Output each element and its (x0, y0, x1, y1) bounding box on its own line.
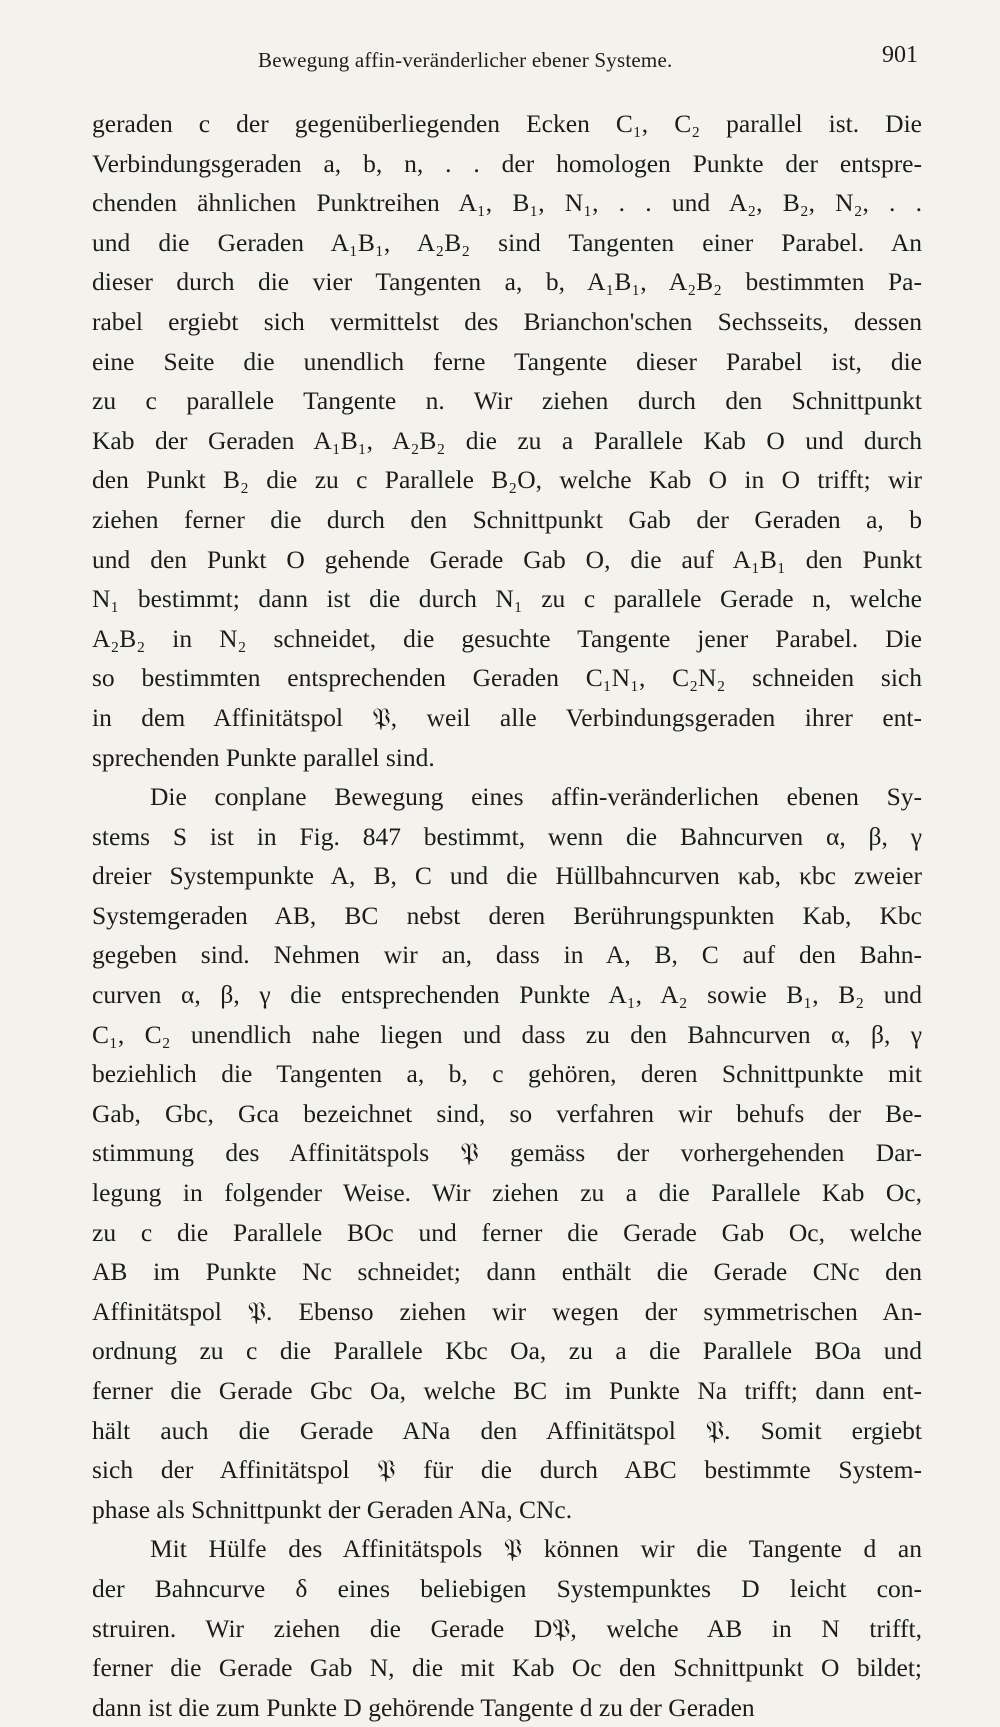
text-line: zu c parallele Tangente n. Wir ziehen durch den Schnittpunkt (92, 386, 922, 416)
text-line: Mit Hülfe des Affinitätspols 𝔓 können wir die Tangente d an (150, 1534, 922, 1564)
text-line: A₂B₂ in N₂ schneidet, die gesuchte Tangente jener Parabel. Die (92, 623, 922, 653)
text-line: zu c die Parallele BOc und ferner die Gerade Gab Oc, welche (92, 1217, 922, 1247)
text-line: ferner die Gerade Gab N, die mit Kab Oc den Schnittpunkt O bildet; (92, 1653, 922, 1683)
text-line: Verbindungsgeraden a, b, n, . . der homologen Punkte der entspre- (92, 148, 922, 178)
running-title: Bewegung affin-veränderlicher ebener Systeme. (258, 48, 673, 72)
page-header (90, 38, 920, 78)
text-line: und den Punkt O gehende Gerade Gab O, die auf A₁B₁ den Punkt (92, 544, 922, 574)
text-line: stimmung des Affinitätspols 𝔓 gemäss der vorhergehenden Dar- (92, 1138, 922, 1168)
text-line: dreier Systempunkte A, B, C und die Hüllbahncurven κab, κbc zweier (92, 861, 922, 891)
text-line: Gab, Gbc, Gca bezeichnet sind, so verfahren wir behufs der Be- (92, 1098, 922, 1128)
text-line: eine Seite die unendlich ferne Tangente dieser Parabel ist, die (92, 346, 922, 376)
text-line: dieser durch die vier Tangenten a, b, A₁B₁, A₂B₂ bestimmten Pa- (92, 267, 922, 297)
text-line: chenden ähnlichen Punktreihen A₁, B₁, N₁, . . und A₂, B₂, N₂, . . (92, 188, 922, 218)
text-line: so bestimmten entsprechenden Geraden C₁N₁, C₂N₂ schneiden sich (92, 663, 922, 693)
text-line: Kab der Geraden A₁B₁, A₂B₂ die zu a Parallele Kab O und durch (92, 425, 922, 455)
text-line: den Punkt B₂ die zu c Parallele B₂O, welche Kab O in O trifft; wir (92, 465, 922, 495)
text-line: Die conplane Bewegung eines affin-veränderlichen ebenen Sy- (150, 782, 922, 812)
text-line: hält auch die Gerade ANa den Affinitätspol 𝔓. Somit ergiebt (92, 1415, 922, 1445)
page-number: 901 (882, 42, 918, 68)
body-text (92, 104, 922, 1727)
text-line: beziehlich die Tangenten a, b, c gehören, deren Schnittpunkte mit (92, 1059, 922, 1089)
text-line: gegeben sind. Nehmen wir an, dass in A, B, C auf den Bahn- (92, 940, 922, 970)
text-line: C₁, C₂ unendlich nahe liegen und dass zu den Bahncurven α, β, γ (92, 1019, 922, 1049)
text-line: in dem Affinitätspol 𝔓, weil alle Verbindungsgeraden ihrer ent- (92, 702, 922, 732)
text-line: Systemgeraden AB, BC nebst deren Berührungspunkten Kab, Kbc (92, 900, 922, 930)
paragraph (92, 777, 922, 1529)
text-line: curven α, β, γ die entsprechenden Punkte A₁, A₂ sowie B₁, B₂ und (92, 980, 922, 1010)
text-line: und die Geraden A₁B₁, A₂B₂ sind Tangenten einer Parabel. An (92, 227, 922, 257)
text-line: phase als Schnittpunkt der Geraden ANa, CNc. (92, 1494, 573, 1524)
text-line: rabel ergiebt sich vermittelst des Brianchon'schen Sechsseits, dessen (92, 306, 922, 336)
text-line: sich der Affinitätspol 𝔓 für die durch ABC bestimmte System- (92, 1455, 922, 1485)
text-line: geraden c der gegenüberliegenden Ecken C₁, C₂ parallel ist. Die (92, 109, 922, 138)
text-line: der Bahncurve δ eines beliebigen Systempunktes D leicht con- (92, 1573, 922, 1603)
text-line: ziehen ferner die durch den Schnittpunkt Gab der Geraden a, b (92, 504, 922, 534)
text-line: sprechenden Punkte parallel sind. (92, 742, 435, 772)
text-line: dann ist die zum Punkte D gehörende Tangente d zu der Geraden (92, 1692, 755, 1722)
paragraph (92, 1529, 922, 1727)
text-line: AB im Punkte Nc schneidet; dann enthält die Gerade CNc den (92, 1257, 922, 1287)
text-line: Affinitätspol 𝔓. Ebenso ziehen wir wegen der symmetrischen An- (92, 1296, 922, 1326)
text-line: N₁ bestimmt; dann ist die durch N₁ zu c parallele Gerade n, welche (92, 584, 922, 614)
text-line: legung in folgender Weise. Wir ziehen zu a die Parallele Kab Oc, (92, 1178, 922, 1208)
text-line: ferner die Gerade Gbc Oa, welche BC im Punkte Na trifft; dann ent- (92, 1376, 922, 1405)
text-line: ordnung zu c die Parallele Kbc Oa, zu a die Parallele BOa und (92, 1336, 922, 1366)
paragraph (92, 104, 922, 777)
text-line: struiren. Wir ziehen die Gerade D𝔓, welche AB in N trifft, (92, 1613, 922, 1643)
text-line: stems S ist in Fig. 847 bestimmt, wenn die Bahncurven α, β, γ (92, 821, 922, 851)
